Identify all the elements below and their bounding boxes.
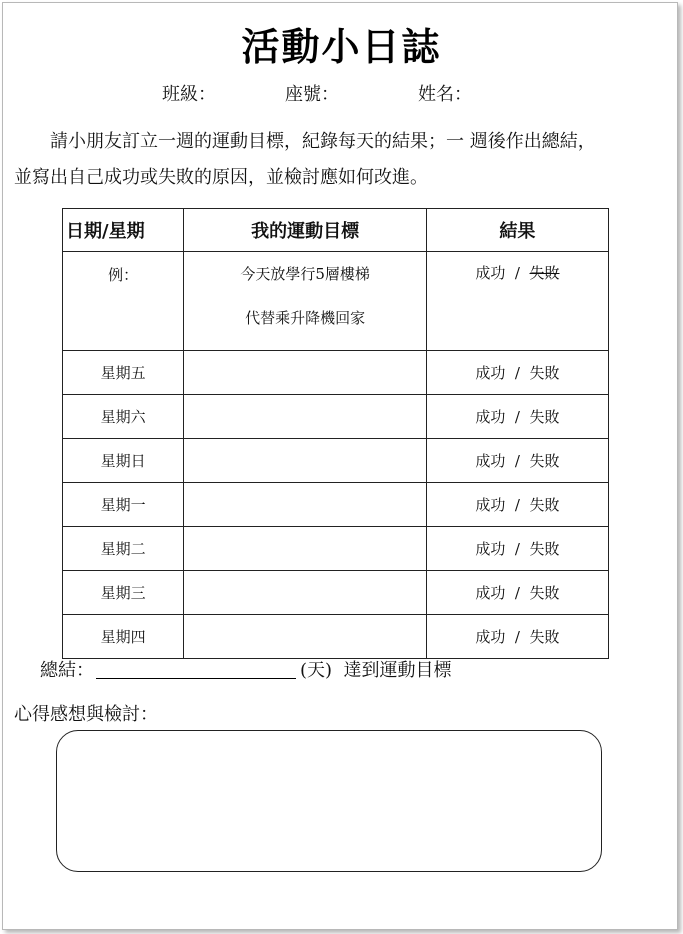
fail-option[interactable]: 失敗 [529,628,560,646]
example-separator: / [514,264,520,282]
table-row [63,615,609,659]
result-separator: / [514,408,520,426]
fail-option[interactable]: 失敗 [529,496,560,514]
goal-cell[interactable] [184,527,426,571]
result-cell[interactable] [426,571,608,615]
instructions-line-2: 並寫出自己成功或失敗的原因，並檢討應如何改進。 [14,167,428,188]
success-option[interactable]: 成功 [475,540,506,558]
goal-cell[interactable] [184,615,426,659]
success-option[interactable]: 成功 [475,584,506,602]
name-label: 姓名： [418,84,472,105]
example-goal [184,252,426,351]
seat-label: 座號： [285,84,339,105]
success-option[interactable]: 成功 [475,408,506,426]
goal-cell[interactable] [184,571,426,615]
success-option[interactable]: 成功 [475,452,506,470]
instructions [14,124,664,196]
example-goal-line-2: 代替乘升降機回家 [245,309,366,327]
summary-unit: (天) [300,660,333,681]
fail-option[interactable]: 失敗 [529,540,560,558]
goal-cell[interactable] [184,483,426,527]
result-cell[interactable] [426,527,608,571]
result-cell[interactable] [426,483,608,527]
table-row [63,395,609,439]
table-row [63,527,609,571]
reflection-label: 心得感想與檢討： [14,704,158,725]
result-separator: / [514,496,520,514]
reflection-box[interactable] [56,730,602,872]
example-success: 成功 [475,264,506,282]
result-cell[interactable] [426,615,608,659]
summary-suffix: 達到運動目標 [343,660,452,681]
example-row [63,252,609,351]
fail-option[interactable]: 失敗 [529,452,560,470]
result-separator: / [514,628,520,646]
result-cell[interactable] [426,395,608,439]
summary-days-blank[interactable] [96,660,296,679]
day-cell: 星期六 [63,395,184,439]
example-result [426,252,608,351]
success-option[interactable]: 成功 [475,628,506,646]
day-cell: 星期二 [63,527,184,571]
table-row [63,571,609,615]
header-date: 日期/星期 [63,209,184,252]
instructions-line-1: 請小朋友訂立一週的運動目標，紀錄每天的結果；一 週後作出總結， [50,131,596,152]
goal-cell[interactable] [184,351,426,395]
result-separator: / [514,452,520,470]
fail-option[interactable]: 失敗 [529,584,560,602]
table-row [63,483,609,527]
table-row [63,351,609,395]
fail-option[interactable]: 失敗 [529,408,560,426]
example-goal-line-1: 今天放學行5層樓梯 [240,265,370,283]
goal-cell[interactable] [184,439,426,483]
table-row [63,439,609,483]
result-cell[interactable] [426,439,608,483]
page-title: 活動小日誌 [241,25,442,69]
fail-option[interactable]: 失敗 [529,364,560,382]
exercise-log-table [62,208,609,659]
day-cell: 星期一 [63,483,184,527]
goal-cell[interactable] [184,395,426,439]
example-fail-struck: 失敗 [529,264,560,282]
example-date: 例： [63,252,184,351]
class-label: 班級： [162,84,216,105]
success-option[interactable]: 成功 [475,364,506,382]
result-cell[interactable] [426,351,608,395]
summary-label: 總結： [40,660,94,681]
header-goal: 我的運動目標 [184,209,426,252]
header-result: 結果 [426,209,608,252]
table-header-row [63,209,609,252]
result-separator: / [514,584,520,602]
day-cell: 星期四 [63,615,184,659]
day-cell: 星期五 [63,351,184,395]
result-separator: / [514,364,520,382]
day-cell: 星期日 [63,439,184,483]
success-option[interactable]: 成功 [475,496,506,514]
result-separator: / [514,540,520,558]
summary-line [40,656,452,682]
day-cell: 星期三 [63,571,184,615]
